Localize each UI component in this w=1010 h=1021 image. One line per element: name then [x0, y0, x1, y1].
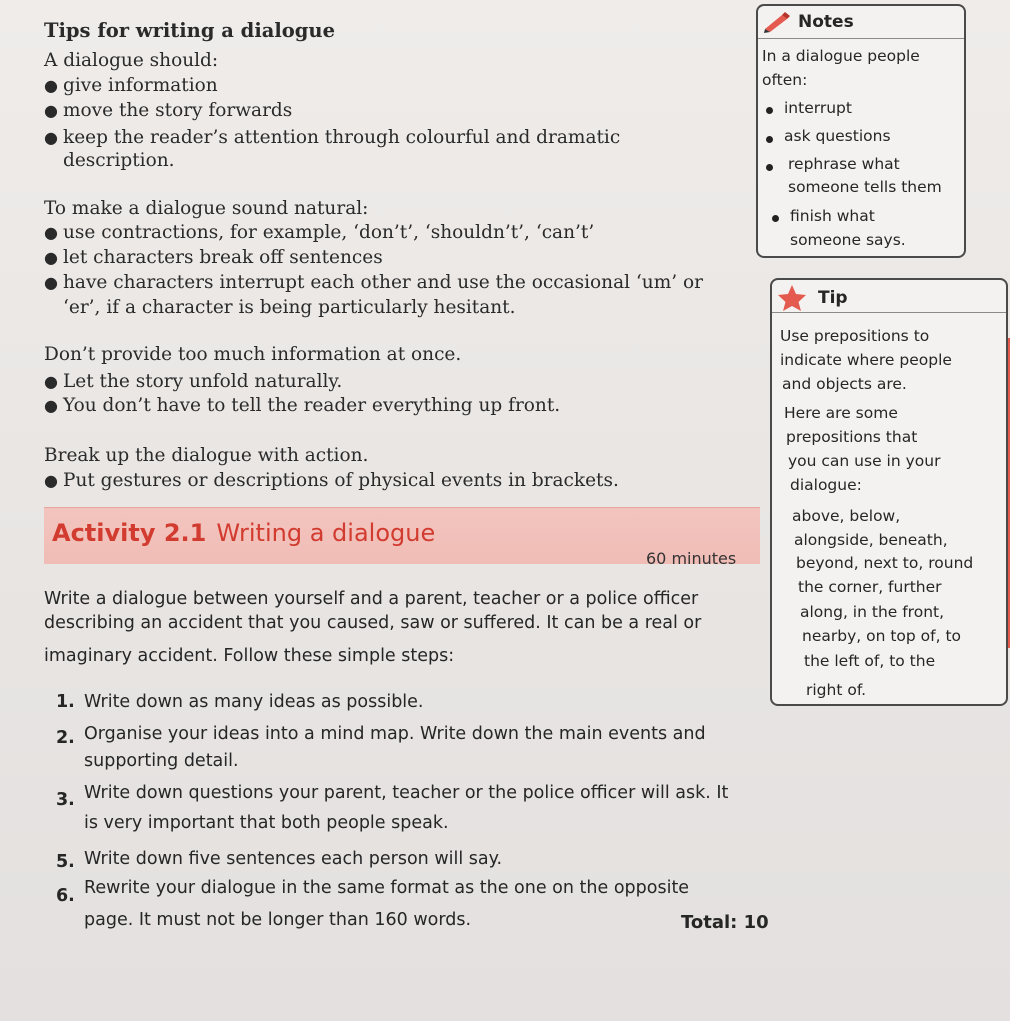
notes-item: interrupt	[784, 99, 852, 117]
tip-line: Here are some	[784, 404, 898, 422]
bullet-icon: ●	[44, 76, 58, 95]
tip-line: Use prepositions to	[780, 327, 930, 345]
step-number: 5.	[56, 852, 75, 872]
activity-duration: 60 minutes	[646, 549, 737, 568]
instruction-line: imaginary accident. Follow these simple steps:	[44, 646, 455, 666]
bullet-icon: ●	[44, 273, 58, 292]
pencil-icon	[762, 11, 792, 33]
step-text: Rewrite your dialogue in the same format as the one on the opposite	[84, 878, 690, 898]
activity-title: Writing a dialogue	[216, 519, 436, 547]
step-text: Write down as many ideas as possible.	[84, 692, 424, 712]
notes-item: ask questions	[784, 127, 891, 145]
list-item: use contractions, for example, ‘don’t’, ‘shouldn’t’, ‘can’t’	[63, 222, 595, 243]
tip-line: beyond, next to, round	[796, 554, 974, 572]
step-text: Write down five sentences each person will say.	[84, 849, 503, 869]
tip-box	[770, 278, 1008, 706]
step-text: Write down questions your parent, teacher or the police officer will ask. It	[84, 783, 729, 803]
notes-item: rephrase what	[788, 155, 900, 173]
bullet-icon: ●	[44, 471, 58, 490]
list-item: You don’t have to tell the reader everything up front.	[63, 395, 561, 416]
list-item: Let the story unfold naturally.	[63, 371, 343, 392]
section1-intro: A dialogue should:	[44, 50, 219, 71]
list-item: have characters interrupt each other and use the occasional ‘um’ or	[63, 272, 703, 293]
bullet-icon: ●	[44, 101, 58, 120]
bullet-icon	[766, 136, 773, 143]
notes-item-continuation: someone says.	[790, 231, 906, 249]
bullet-icon: ●	[44, 396, 58, 415]
notes-title: Notes	[798, 12, 854, 32]
notes-item: finish what	[790, 207, 875, 225]
step-number: 1.	[56, 692, 75, 712]
activity-label: Activity 2.1	[52, 519, 207, 547]
section3-intro: Don’t provide too much information at once.	[44, 344, 462, 365]
list-item-continuation: description.	[63, 150, 175, 171]
tip-line: above, below,	[792, 507, 901, 525]
notes-header	[758, 6, 964, 39]
bullet-icon	[772, 215, 779, 222]
list-item: move the story forwards	[63, 100, 293, 121]
tip-line: and objects are.	[782, 375, 907, 393]
total-marks: Total: 10	[681, 912, 769, 933]
instruction-line: Write a dialogue between yourself and a parent, teacher or a police officer	[44, 589, 699, 609]
bullet-icon	[766, 164, 773, 171]
step-text-continuation: supporting detail.	[84, 751, 239, 771]
tips-title: Tips for writing a dialogue	[44, 19, 335, 42]
step-text: Organise your ideas into a mind map. Write down the main events and	[84, 724, 706, 744]
list-item: Put gestures or descriptions of physical events in brackets.	[63, 470, 619, 491]
bullet-icon: ●	[44, 128, 58, 147]
step-text-continuation: page. It must not be longer than 160 words.	[84, 910, 472, 930]
notes-box	[756, 4, 966, 258]
tip-line: nearby, on top of, to	[802, 627, 962, 645]
tip-line: prepositions that	[786, 428, 918, 446]
section4-intro: Break up the dialogue with action.	[44, 445, 369, 466]
bullet-icon	[766, 107, 773, 114]
step-number: 6.	[56, 886, 75, 906]
bullet-icon: ●	[44, 372, 58, 391]
tip-line: the left of, to the	[804, 652, 936, 670]
star-icon	[776, 284, 808, 312]
list-item: keep the reader’s attention through colourful and dramatic	[63, 127, 621, 148]
tip-line: you can use in your	[788, 452, 941, 470]
section2-intro: To make a dialogue sound natural:	[44, 198, 369, 219]
notes-intro-line: often:	[762, 71, 808, 89]
tip-line: along, in the front,	[800, 603, 945, 621]
tip-header	[772, 280, 1006, 313]
list-item: give information	[63, 75, 218, 96]
notes-item-continuation: someone tells them	[788, 178, 942, 196]
step-text-continuation: is very important that both people speak.	[84, 813, 449, 833]
notes-intro-line: In a dialogue people	[762, 47, 920, 65]
bullet-icon: ●	[44, 223, 58, 242]
step-number: 3.	[56, 790, 75, 810]
tip-line: the corner, further	[798, 578, 942, 596]
instruction-line: describing an accident that you caused, saw or suffered. It can be a real or	[44, 613, 702, 633]
list-item-continuation: ‘er’, if a character is being particularly hesitant.	[63, 297, 516, 318]
tip-title: Tip	[818, 288, 848, 308]
tip-line: right of.	[806, 681, 867, 699]
tip-line: dialogue:	[790, 476, 862, 494]
tip-line: alongside, beneath,	[794, 531, 948, 549]
list-item: let characters break off sentences	[63, 247, 383, 268]
step-number: 2.	[56, 728, 75, 748]
tip-line: indicate where people	[780, 351, 952, 369]
bullet-icon: ●	[44, 248, 58, 267]
activity-heading	[52, 519, 435, 547]
